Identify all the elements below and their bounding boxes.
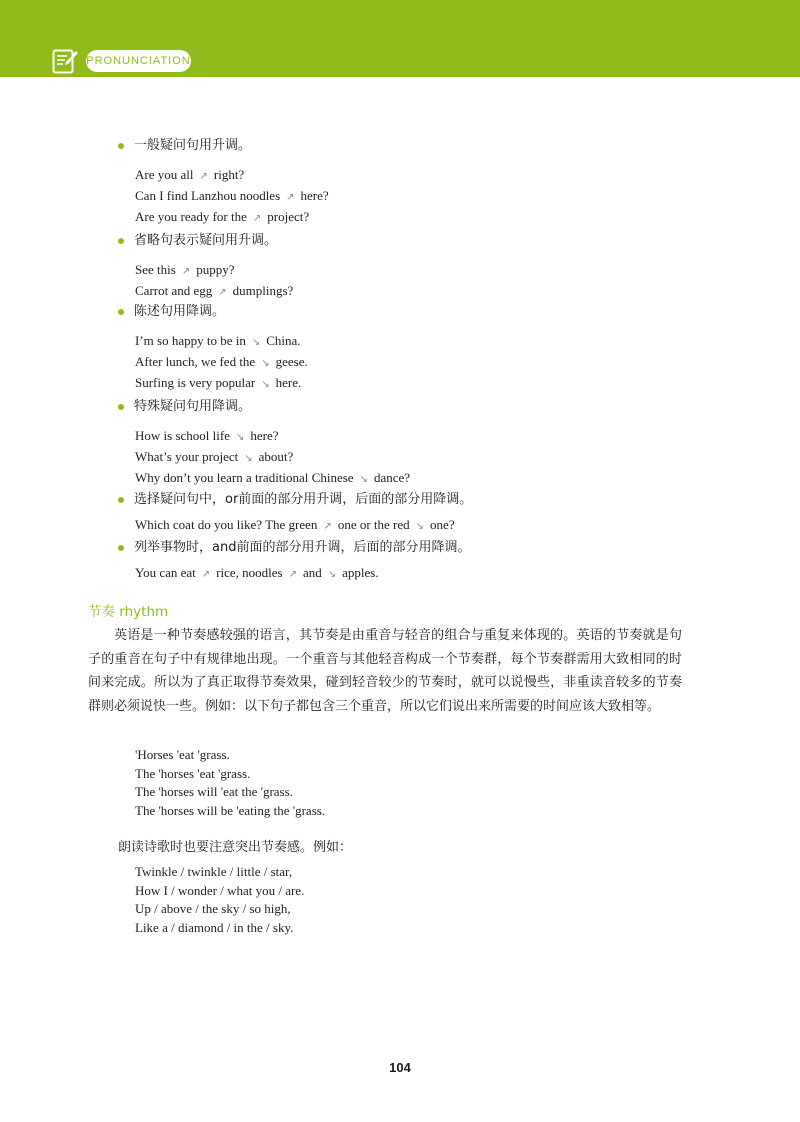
sentence-segment: You can eat [135,565,196,580]
example-sentence [135,563,718,584]
bullet-dot [118,404,124,410]
sentence-segment: one or the red [337,517,410,532]
sentence-segment: dance? [373,470,411,485]
poem-line: Twinkle / twinkle / little / star, [135,864,293,879]
example-sentence [135,373,718,394]
sentence-segment: and [302,565,322,580]
example-lines [118,165,718,228]
falling-tone-icon: ↘ [235,432,245,443]
sentence-segment: here. [275,375,302,390]
example-lines [118,260,718,302]
example-lines [118,563,718,584]
intonation-rule-special-question [118,398,718,489]
rhythm-section-title: 节奏 rhythm [88,604,169,620]
sentence-segment: here? [300,188,329,203]
sentence-segment: about? [258,449,294,464]
rule-label: 特殊疑问句用降调。 [134,399,252,414]
section-tag: PRONUNCIATION [86,50,191,72]
sentence-segment: puppy? [196,262,235,277]
falling-tone-icon: ↘ [359,474,368,485]
example-lines [118,515,718,536]
sentence-segment: Carrot and egg [135,283,213,298]
example-sentence [135,281,718,302]
intonation-rule-elliptical-question [118,232,718,302]
rising-tone-icon: ↗ [323,521,332,532]
example-sentence [135,165,718,186]
example-sentence [135,260,718,281]
bullet-dot [118,497,124,503]
intonation-rule-alternative-question [118,491,718,536]
sentence-segment: rice, noodles [216,565,283,580]
example-lines [118,331,718,394]
falling-tone-icon: ↘ [251,337,261,348]
example-sentence [135,207,718,228]
stress-example-line: 'Horses 'eat 'grass. [135,747,230,762]
sentence-segment: right? [213,167,245,182]
sentence-segment: one? [430,517,455,532]
poem-intro: 朗读诗歌时也要注意突出节奏感。例如： [118,840,353,855]
stress-examples [135,746,325,820]
rule-label: 列举事物时，and前面的部分用升调，后面的部分用降调。 [134,540,471,555]
falling-tone-icon: ↘ [261,379,270,390]
stress-example-line: The 'horses 'eat 'grass. [135,765,251,781]
poem-line: Up / above / the sky / so high, [135,901,291,917]
intonation-rule-listing [118,539,718,584]
sentence-segment: Are you all [135,167,194,182]
sentence-segment: Which coat do you like? The green [135,517,318,532]
rising-tone-icon: ↗ [199,171,208,182]
example-sentence [135,331,718,352]
sentence-segment: Surfing is very popular [135,375,256,390]
rhythm-paragraph: 英语是一种节奏感较强的语言，其节奏是由重音与轻音的组合与重复来体现的。英语的节奏就是句子的重音在句子中有规律地出现。一个重音与其他轻音构成一个节奏群，每个节奏群需用大致相同的时间来完成。所以为了真正取得节奏效果，碰到轻音较少的节奏时，就可以说慢些，非重读音较多的节奏群则必须说快一些。例如：以下句子都包含三个重音，所以它们说出来所需要的时间应该大致相等。 [88,628,682,714]
poem-line: Like a / diamond / in the / sky. [135,919,294,935]
rising-tone-icon: ↗ [218,287,227,298]
example-sentence [135,186,718,207]
bullet-dot [118,238,124,244]
example-sentence [135,515,718,536]
falling-tone-icon: ↘ [415,521,425,532]
sentence-segment: apples. [342,565,379,580]
poem-line: How I / wonder / what you / are. [135,882,305,898]
bullet-dot [118,143,124,149]
sentence-segment: China. [266,333,301,348]
rising-tone-icon: ↗ [286,192,295,203]
example-sentence [135,468,718,489]
poem-block [135,863,304,937]
intonation-rule-statement [118,303,718,394]
stress-example-line: The 'horses will be 'eating the 'grass. [135,802,326,818]
sentence-segment: geese. [275,354,308,369]
rising-tone-icon: ↗ [288,569,297,580]
sentence-segment: After lunch, we fed the [135,354,256,369]
falling-tone-icon: ↘ [327,569,337,580]
edit-note-icon [52,47,79,74]
rising-tone-icon: ↗ [181,266,191,277]
sentence-segment: dumplings? [232,283,294,298]
sentence-segment: What’s your project [135,449,239,464]
sentence-segment: here? [250,428,279,443]
rising-tone-icon: ↗ [252,213,262,224]
rule-label: 选择疑问句中，or前面的部分用升调，后面的部分用降调。 [134,492,473,507]
rule-label: 一般疑问句用升调。 [134,138,252,153]
sentence-segment: Can I find Lanzhou noodles [135,188,281,203]
sentence-segment: Why don’t you learn a traditional Chinese [135,470,354,485]
sentence-segment: project? [267,209,310,224]
sentence-segment: Are you ready for the [135,209,247,224]
falling-tone-icon: ↘ [244,453,253,464]
falling-tone-icon: ↘ [261,358,270,369]
intonation-rule-general-question [118,137,718,228]
sentence-segment: I’m so happy to be in [135,333,246,348]
example-sentence [135,447,718,468]
rule-label: 省略句表示疑问用升调。 [134,233,278,248]
sentence-segment: How is school life [135,428,230,443]
bullet-dot [118,545,124,551]
example-sentence [135,426,718,447]
header-bar [0,0,800,77]
example-lines [118,426,718,489]
page-number: 104 [389,1060,411,1075]
example-sentence [135,352,718,373]
stress-example-line: The 'horses will 'eat the 'grass. [135,784,293,800]
sentence-segment: See this [135,262,176,277]
bullet-dot [118,309,124,315]
rising-tone-icon: ↗ [201,569,211,580]
rule-label: 陈述句用降调。 [134,304,226,319]
